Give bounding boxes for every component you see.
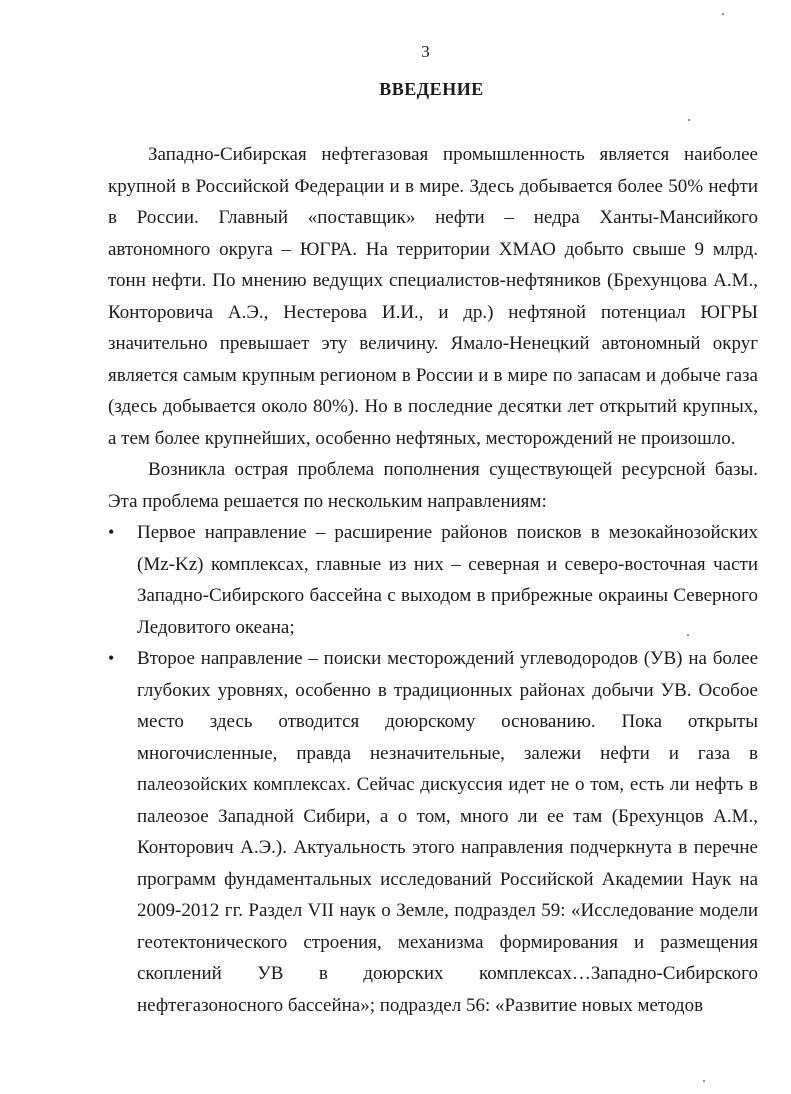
paragraph-problem: Возникла острая проблема пополнения существующей ресурсной базы. Эта проблема решается по нескольким направлениям: xyxy=(108,459,758,512)
list-item-second-direction: • Второе направление – поиски месторождений углеводородов (УВ) на более глубоких уровнях, особенно в традиционных районах добычи УВ. Особое место здесь отводится доюрскому основанию. Пока открыты многочисленные, правда незначительные, залежи нефти и газа в палеозойских комплексах. Сейчас дискуссия идет не о том, есть ли нефть в палеозое Западной Сибири, а о том, много ли ее там (Брехунцов А.М., Конторович А.Э.). Актуальность этого направления подчеркнута в перечне программ фундаментальных исследований Российской Академии Наук на 2009-2012 гг. Раздел VII наук о Земле, подраздел 59: «Исследование модели геотектонического строения, механизма формирования и размещения скоплений УВ в доюрских комплексах…Западно-Сибирского нефтегазоносного бассейна»; подраздел 56: «Развитие новых методов xyxy=(108,643,758,1021)
list-item-first-direction: • Первое направление – расширение районов поисков в мезокайнозойских (Mz-Kz) комплексах, главные из них – северная и северо-восточная части Западно-Сибирского бассейна с выходом в прибрежные окраины Северного Ледовитого океана; xyxy=(108,517,758,643)
scan-speck xyxy=(703,1080,705,1082)
scan-speck xyxy=(688,119,690,121)
scan-speck xyxy=(687,634,689,636)
scan-speck xyxy=(722,13,724,15)
page-number: 3 xyxy=(421,42,430,61)
directions-list xyxy=(108,517,758,1021)
document-body xyxy=(108,139,758,1021)
paragraph-intro: Западно-Сибирская нефтегазовая промышленность является наиболее крупной в Российской Федерации и в мире. Здесь добывается более 50% нефти в России. Главный «поставщик» нефти – недра Ханты-Мансийкого автономного округа – ЮГРА. На территории ХМАО добыто свыше 9 млрд. тонн нефти. По мнению ведущих специалистов-нефтяников (Брехунцова А.М., Конторовича А.Э., Нестерова И.И., и др.) нефтяной потенциал ЮГРЫ значительно превышает эту величину. Ямало-Ненецкий автономный округ является самым крупным регионом в России и в мире по запасам и добыче газа (здесь добывается около 80%). Но в последние десятки лет открытий крупных, а тем более крупнейших, особенно нефтяных, месторождений не произошло. xyxy=(108,144,758,449)
section-heading: ВВЕДЕНИЕ xyxy=(379,79,484,99)
